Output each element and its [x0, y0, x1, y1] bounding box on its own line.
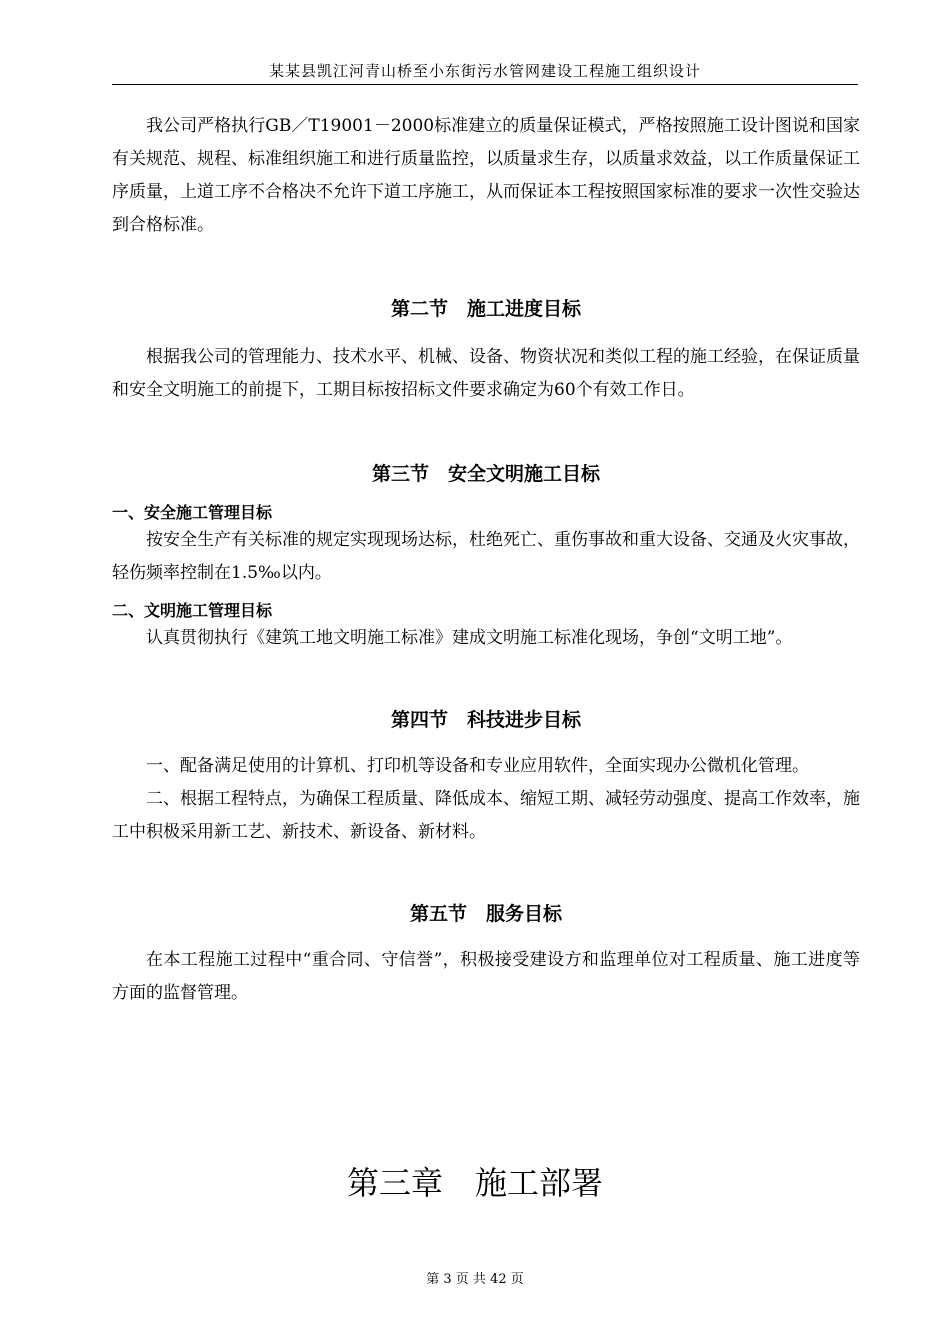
section-3-subheading-2: 二、文明施工管理目标	[112, 601, 273, 620]
section-3-subheading-1: 一、安全施工管理目标	[112, 503, 273, 522]
intro-paragraph: 我公司严格执行GB／T19001－2000标准建立的质量保证模式，严格按照施工设计图说和国家有关规范、规程、标准组织施工和进行质量监控，以质量求生存，以质量求效益，以工作质量保证工序质量，上道工序不合格决不允许下道工序施工，从而保证本工程按照国家标准的要求一次性交验达到合格标准。	[112, 116, 860, 235]
chapter-title: 第三章 施工部署	[346, 1164, 603, 1202]
section-3-title: 第三节 安全文明施工目标	[371, 463, 600, 485]
section-4-title: 第四节 科技进步目标	[390, 709, 581, 731]
running-header: 某某县凯江河青山桥至小东街污水管网建设工程施工组织设计	[112, 60, 858, 85]
section-2-paragraph: 根据我公司的管理能力、技术水平、机械、设备、物资状况和类似工程的施工经验，在保证质量和安全文明施工的前提下，工期目标按招标文件要求确定为60个有效工作日。	[112, 347, 860, 400]
section-2-title: 第二节 施工进度目标	[390, 298, 581, 320]
section-5-title: 第五节 服务目标	[409, 903, 562, 925]
section-5-paragraph: 在本工程施工过程中“重合同、守信誉”，积极接受建设方和监理单位对工程质量、施工进度等方面的监督管理。	[112, 950, 860, 1003]
section-4-paragraph-1: 一、配备满足使用的计算机、打印机等设备和专业应用软件，全面实现办公微机化管理。	[146, 756, 809, 776]
section-3-paragraph-2: 认真贯彻执行《建筑工地文明施工标准》建成文明施工标准化现场，争创“文明工地”。	[146, 628, 793, 648]
section-3-paragraph-1: 按安全生产有关标准的规定实现现场达标，杜绝死亡、重伤事故和重大设备、交通及火灾事故，轻伤频率控制在1.5‰以内。	[112, 530, 860, 583]
page-body	[112, 110, 860, 1010]
section-4-paragraph-2: 二、根据工程特点，为确保工程质量、降低成本、缩短工期、减轻劳动强度、提高工作效率，施工中积极采用新工艺、新技术、新设备、新材料。	[112, 789, 860, 842]
page-number-footer: 第 3 页 共 42 页	[426, 1272, 524, 1287]
